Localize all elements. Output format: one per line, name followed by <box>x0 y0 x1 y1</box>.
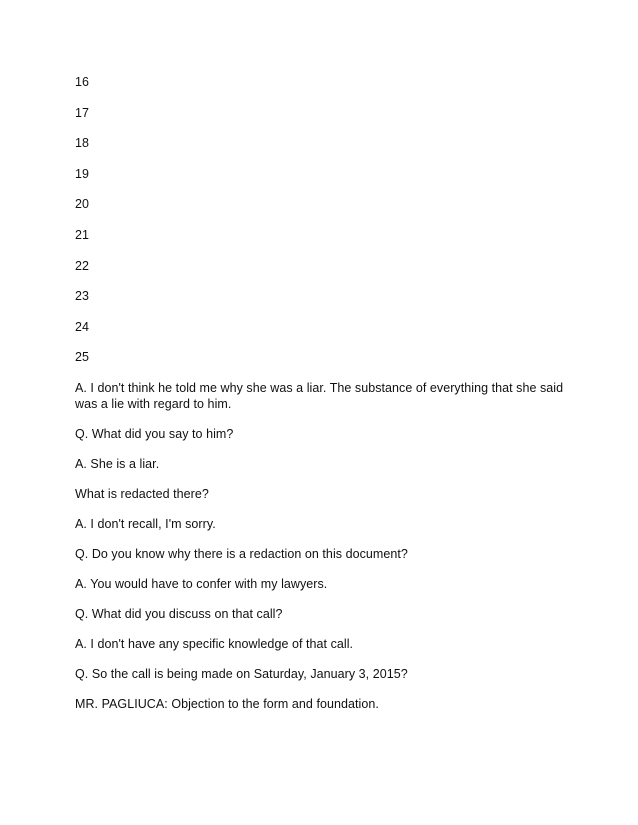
transcript-paragraph: What is redacted there? <box>75 486 209 501</box>
transcript-paragraph: Q. What did you say to him? <box>75 426 234 441</box>
transcript-paragraph: A. You would have to confer with my lawyers. <box>75 576 328 591</box>
line-number: 24 <box>75 319 90 334</box>
transcript-paragraph: A. She is a liar. <box>75 456 160 471</box>
transcript-paragraph: A. I don't have any specific knowledge of that call. <box>75 636 354 651</box>
line-number: 18 <box>75 136 90 151</box>
transcript-paragraph: Q. So the call is being made on Saturday, January 3, 2015? <box>75 666 408 681</box>
line-number: 19 <box>75 166 90 181</box>
transcript-paragraph: A. I don't think he told me why she was a liar. The substance of everything that she said was a lie with regard to him. <box>75 380 564 411</box>
line-number: 23 <box>75 289 90 304</box>
transcript-paragraph: Q. What did you discuss on that call? <box>75 606 283 621</box>
line-number: 20 <box>75 197 90 212</box>
line-number: 16 <box>75 75 90 89</box>
line-number: 17 <box>75 105 90 120</box>
line-number: 21 <box>75 227 90 242</box>
transcript-paragraph: MR. PAGLIUCA: Objection to the form and foundation. <box>75 696 379 711</box>
line-number: 25 <box>75 350 90 365</box>
transcript-paragraph: A. I don't recall, I'm sorry. <box>75 516 216 531</box>
transcript-paragraph: Q. Do you know why there is a redaction on this document? <box>75 546 408 561</box>
transcript-body <box>75 74 565 726</box>
line-number: 22 <box>75 258 90 273</box>
